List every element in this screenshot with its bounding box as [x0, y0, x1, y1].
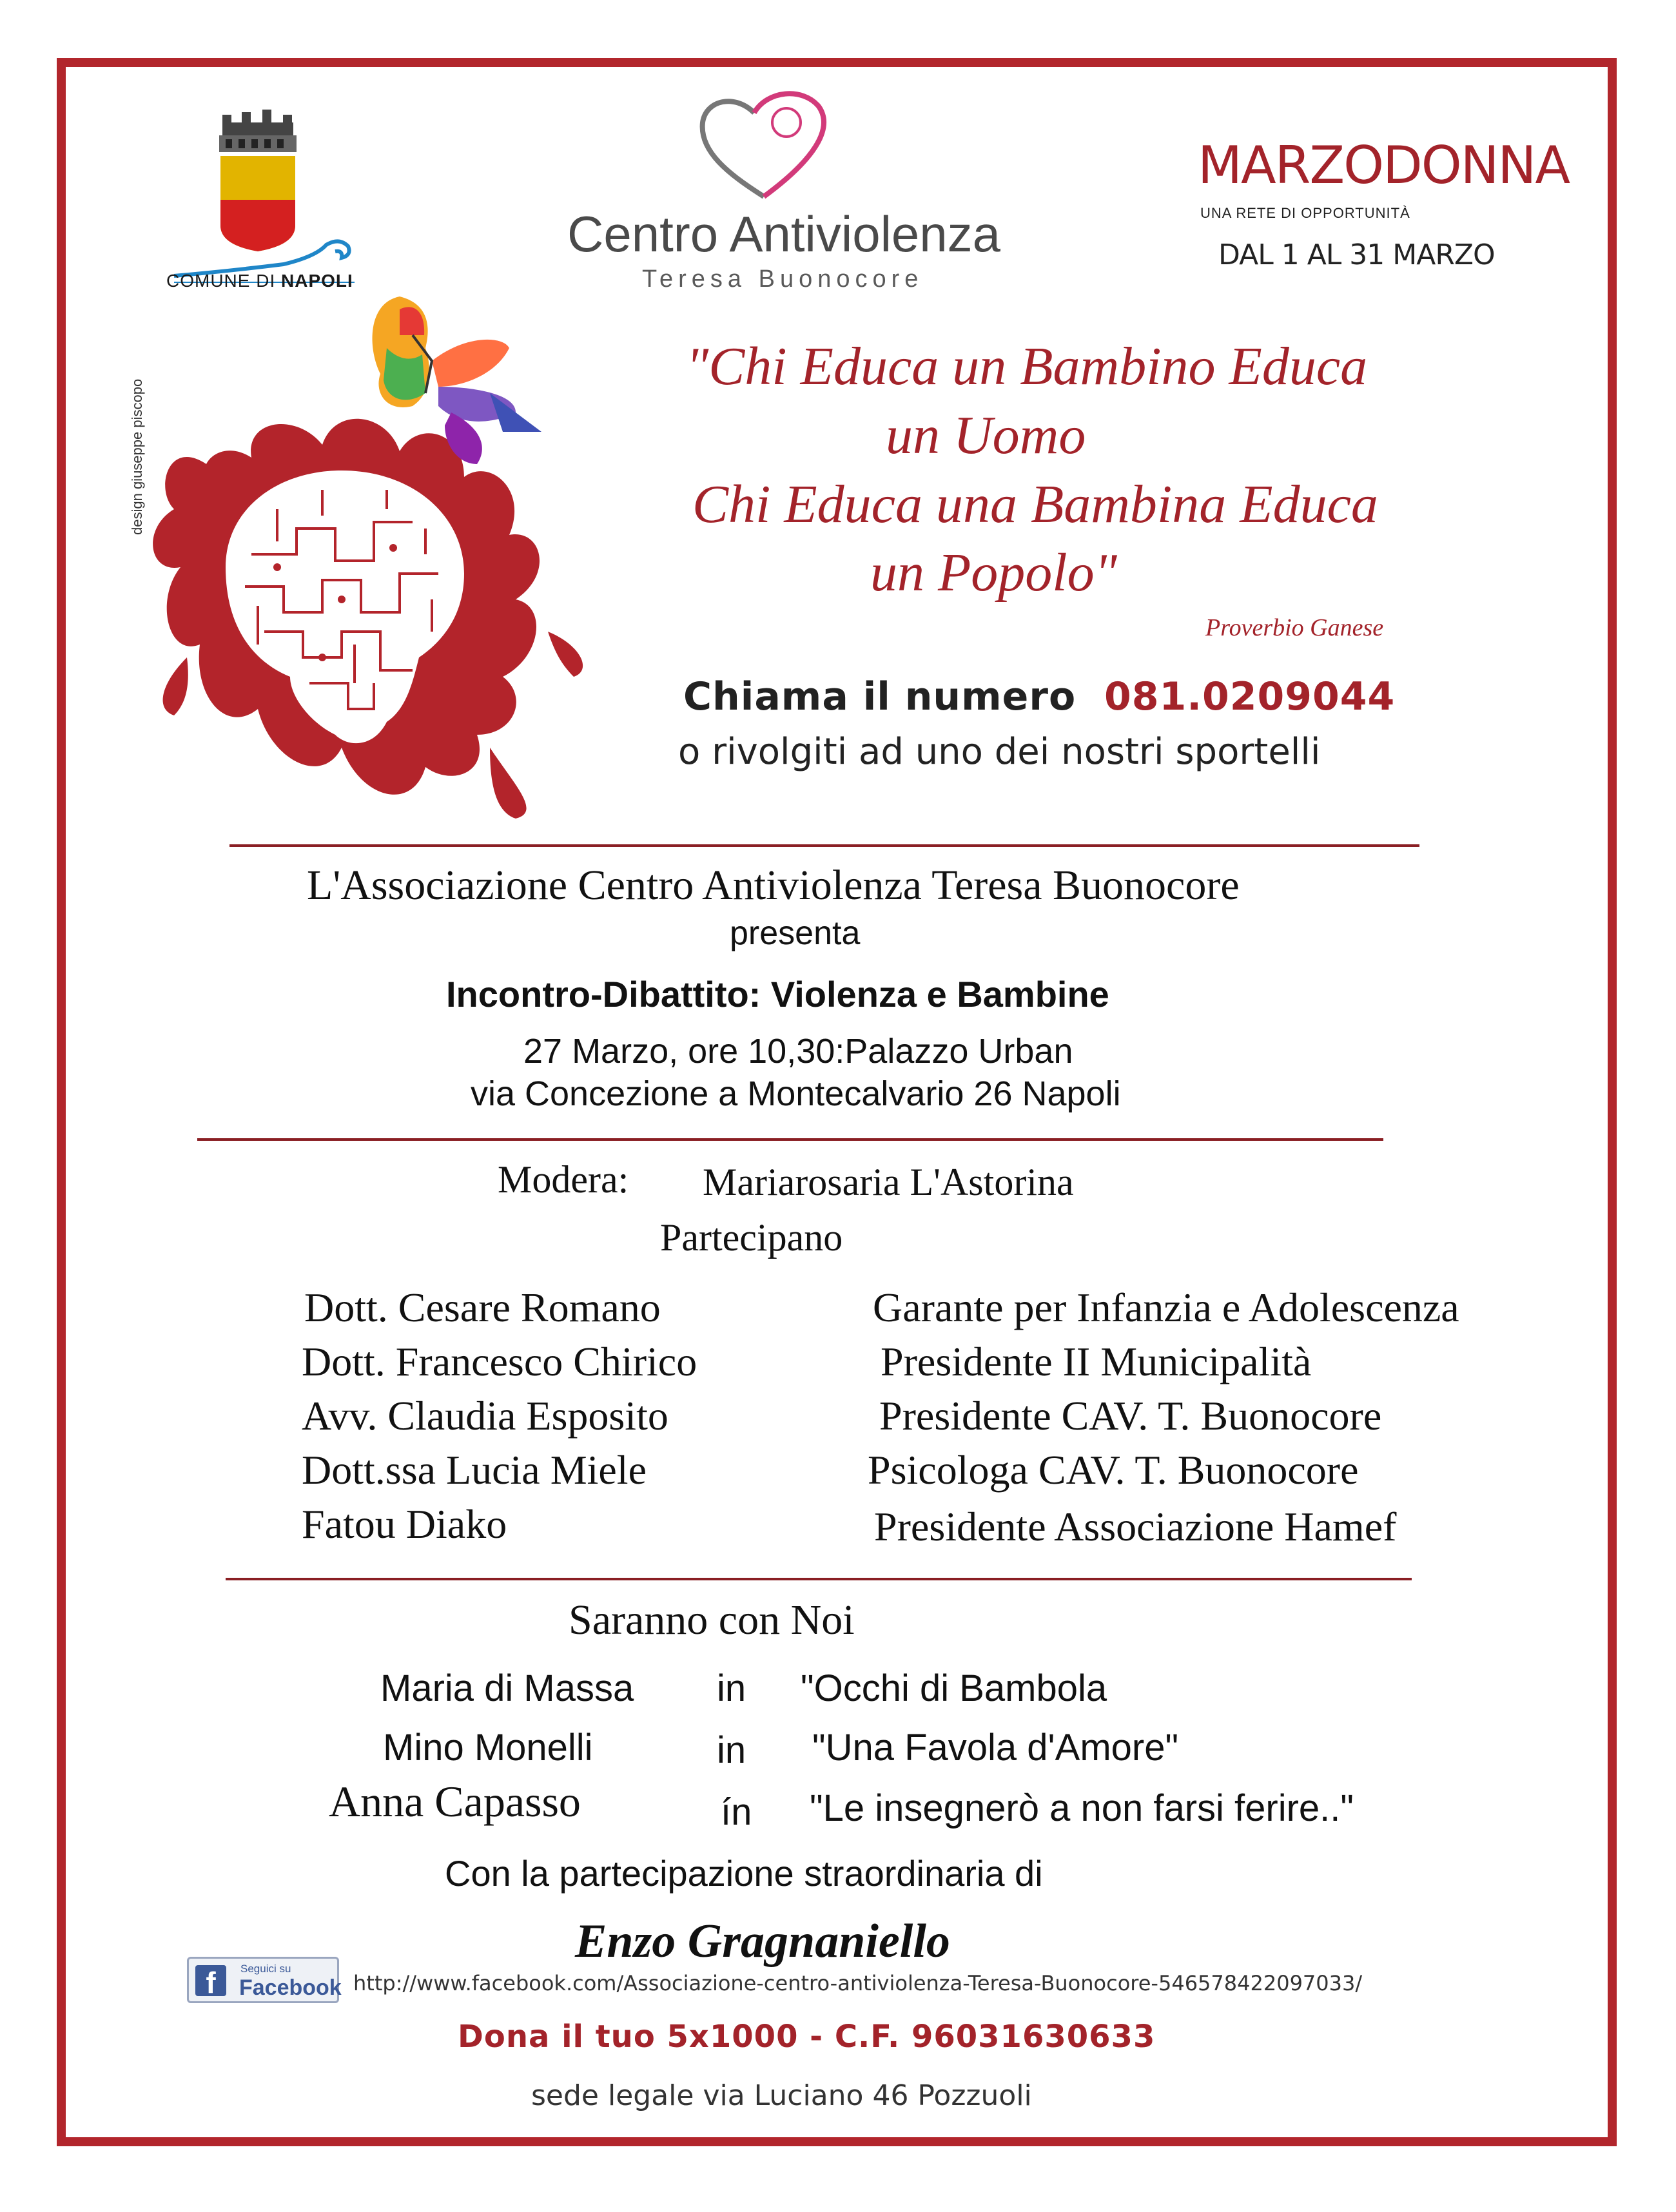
- performer-work: "Le insegnerò a non farsi ferire..": [810, 1787, 1354, 1829]
- quote-line-1: "Chi Educa un Bambino Educa: [686, 336, 1368, 396]
- call-prefix: Chiama il numero: [683, 674, 1077, 719]
- participant-role: Presidente Associazione Hamef: [874, 1504, 1397, 1549]
- participant-name: Avv. Claudia Esposito: [302, 1393, 668, 1439]
- performer-name: Maria di Massa: [380, 1667, 634, 1709]
- design-credit: design giuseppe piscopo: [129, 378, 145, 535]
- moderator-name: Mariarosaria L'Astorina: [703, 1161, 1074, 1203]
- participant-role: Psicologa CAV. T. Buonocore: [868, 1447, 1359, 1493]
- heart-face-icon: [690, 84, 838, 206]
- performer-name: Mino Monelli: [383, 1727, 593, 1769]
- performer-in: ín: [721, 1791, 752, 1833]
- special-guest-name: Enzo Gragnaniello: [575, 1915, 950, 1968]
- facebook-label: Facebook: [239, 1975, 342, 2000]
- quote-source: Proverbio Ganese: [1205, 614, 1384, 641]
- participant-role: Garante per Infanzia e Adolescenza: [873, 1285, 1459, 1330]
- performer-in: in: [717, 1729, 746, 1771]
- facebook-small-label: Seguici su: [240, 1963, 291, 1975]
- cav-title: Centro Antiviolenza: [567, 206, 1001, 262]
- divider-1: [229, 844, 1419, 847]
- quote-line-2: un Uomo: [886, 405, 1086, 465]
- facebook-icon: f: [195, 1965, 226, 1996]
- comune-napoli-logo: [161, 110, 367, 303]
- registered-office: sede legale via Luciano 46 Pozzuoli: [531, 2079, 1032, 2112]
- cav-subtitle: Teresa Buonocore: [642, 266, 924, 293]
- event-address: via Concezione a Montecalvario 26 Napoli: [471, 1074, 1121, 1113]
- facebook-follow-button[interactable]: [187, 1957, 342, 2003]
- event-date-place: 27 Marzo, ore 10,30:Palazzo Urban: [523, 1032, 1073, 1071]
- divider-2: [197, 1138, 1383, 1141]
- marzodonna-dates: DAL 1 AL 31 MARZO: [1218, 238, 1495, 271]
- performer-in: in: [717, 1667, 746, 1709]
- participant-role: Presidente CAV. T. Buonocore: [879, 1393, 1382, 1439]
- association-name: L'Associazione Centro Antiviolenza Teresa Buonocore: [307, 862, 1240, 909]
- facebook-url-link[interactable]: http://www.facebook.com/Associazione-centro-antiviolenza-Teresa-Buonocore-546578422097033/: [353, 1971, 1363, 1995]
- moderator-label: Modera:: [498, 1158, 629, 1201]
- participants-heading: Partecipano: [660, 1216, 843, 1259]
- performer-work: "Occhi di Bambola: [801, 1667, 1107, 1709]
- performer-name: Anna Capasso: [329, 1777, 581, 1826]
- presenta-label: presenta: [730, 915, 861, 952]
- performer-work: "Una Favola d'Amore": [812, 1727, 1179, 1769]
- marzodonna-title: MARZODONNA: [1198, 135, 1570, 195]
- participant-name: Dott.ssa Lucia Miele: [302, 1447, 647, 1493]
- quote-line-4: un Popolo": [870, 543, 1117, 603]
- marzodonna-tagline: UNA RETE DI OPPORTUNITÀ: [1200, 205, 1410, 221]
- special-participation-line: Con la partecipazione straordinaria di: [445, 1853, 1043, 1894]
- comune-label: COMUNE DI NAPOLI: [166, 271, 353, 291]
- call-line: [683, 674, 1395, 719]
- donation-line: Dona il tuo 5x1000 - C.F. 96031630633: [458, 2019, 1156, 2055]
- participant-name: Fatou Diako: [302, 1501, 507, 1547]
- performers-heading: Saranno con Noi: [569, 1596, 855, 1644]
- participant-name: Dott. Francesco Chirico: [302, 1339, 697, 1384]
- phone-number[interactable]: 081.0209044: [1104, 674, 1396, 719]
- call-line-2: o rivolgiti ad uno dei nostri sportelli: [678, 731, 1321, 773]
- divider-3: [226, 1578, 1412, 1580]
- quote-line-3: Chi Educa una Bambina Educa: [692, 474, 1378, 534]
- event-title: Incontro-Dibattito: Violenza e Bambine: [446, 974, 1109, 1014]
- participant-role: Presidente II Municipalità: [881, 1339, 1312, 1384]
- participant-name: Dott. Cesare Romano: [304, 1285, 661, 1330]
- head-butterfly-illustration: [129, 296, 619, 825]
